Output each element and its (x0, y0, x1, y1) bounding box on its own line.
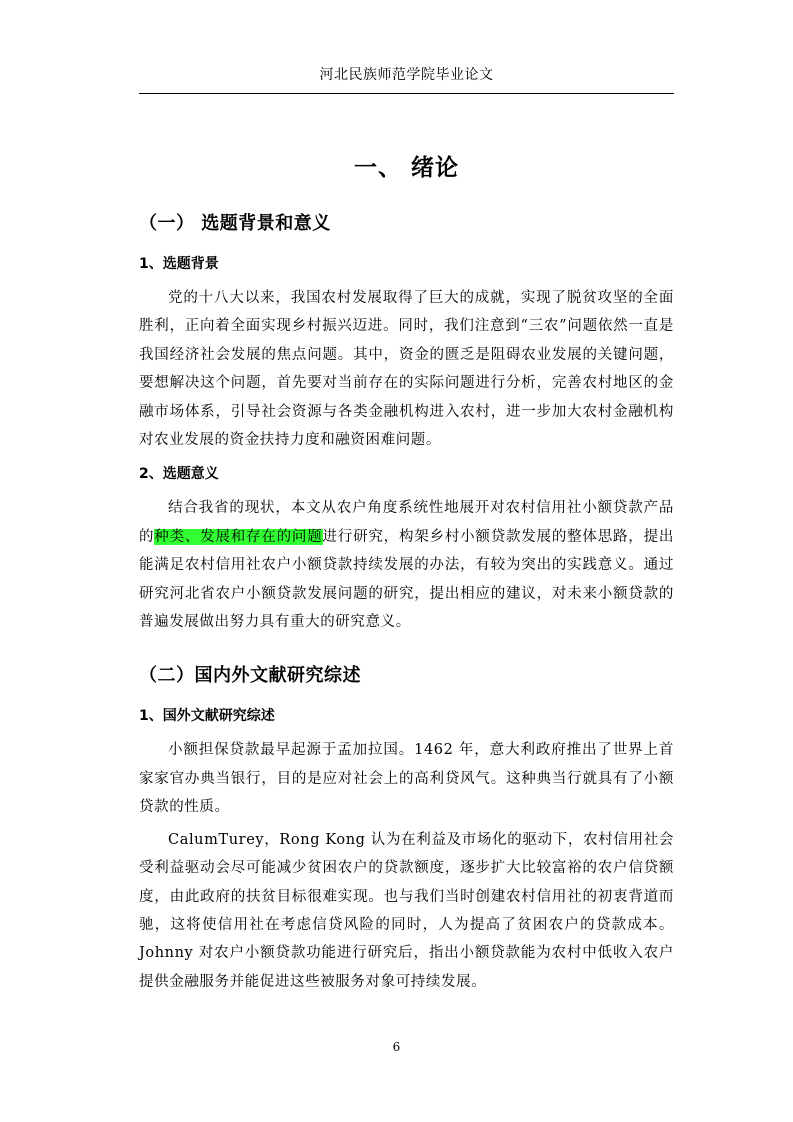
chapter-title: 一、 绪论 (353, 155, 459, 181)
highlighted-text: 种类、发展和存在的问题 (154, 528, 323, 545)
subsection-title: 1、国外文献研究综述 (139, 708, 275, 725)
paragraph: 小额担保贷款最早起源于孟加拉国。1462 年，意大利政府推出了世界上首家家官办典当银行，目的是应对社会上的高利贷风气。这种典当行就具有了小额贷款的性质。 (139, 742, 674, 816)
section-title: （一） 选题背景和意义 (139, 213, 331, 234)
paragraph-text: 结合我省的现状，本文从农户角度系统性地展开对农村信用社小额贷款产品的 (139, 500, 674, 545)
page-number: 6 (392, 1040, 401, 1054)
subsection-title: 1、选题背景 (139, 256, 219, 272)
paragraph: 党的十八大以来，我国农村发展取得了巨大的成就，实现了脱贫攻坚的全面胜利，正向着全面实现乡村振兴迈进。同时，我们注意到“三农”问题依然一直是我国经济社会发展的焦点问题。其中，资金的匮乏是阻碍农业发展的关键问题，要想解决这个问题，首先要对当前存在的实际问题进行分析，完善农村地区的金融市场体系，引导社会资源与各类金融机构进入农村，进一步加大农村金融机构对农业发展的资金扶持力度和融资困难问题。 (139, 290, 674, 449)
running-header: 河北民族师范学院毕业论文 (319, 67, 494, 83)
paragraph: CalumTurey，Rong Kong 认为在利益及市场化的驱动下，农村信用社会受利益驱动会尽可能减少贫困农户的贷款额度，逐步扩大比较富裕的农户信贷额度，由此政府的扶贫目标很难实现。也与我们当时创建农村信用社的初衷背道而驰，这将使信用社在考虑信贷风险的同时，人为提高了贫困农户的贷款成本。Johnny 对农户小额贷款功能进行研究后，指出小额贷款能为农村中低收入农户提供金融服务并能促进这些被服务对象可持续发展。 (139, 831, 674, 990)
paragraph (139, 494, 674, 636)
paragraph-text: 进行研究，构架乡村小额贷款发展的整体思路，提出能满足农村信用社农户小额贷款持续发展的办法，有较为突出的实践意义。通过研究河北省农户小额贷款发展问题的研究，提出相应的建议，对未来小额贷款的普遍发展做出努力具有重大的研究意义。 (139, 528, 674, 631)
subsection-title: 2、选题意义 (139, 466, 219, 483)
section-title: （二）国内外文献研究综述 (139, 665, 361, 687)
header-rule (139, 93, 674, 94)
page-content (139, 140, 674, 996)
